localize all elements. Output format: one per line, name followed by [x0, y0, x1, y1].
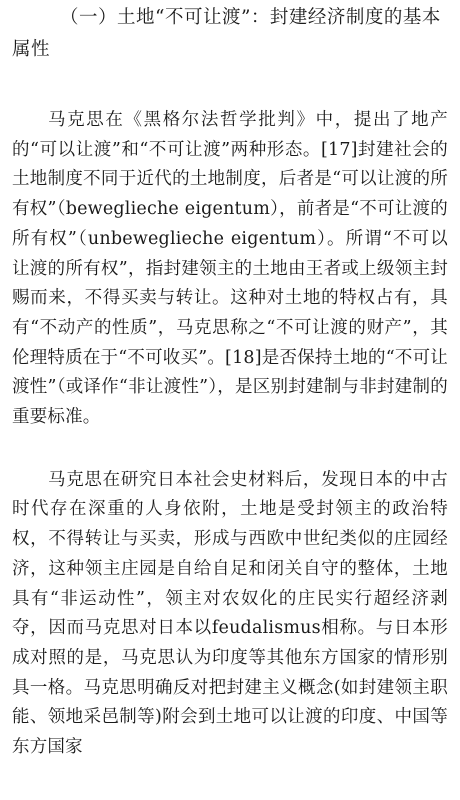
paragraph-marx-japan-feudalism: 马克思在研究日本社会史材料后，发现日本的中古时代存在深重的人身依附，土地是受封领主的政治特权，不得转让与买卖，形成与西欧中世纪类似的庄园经济，这种领主庄园是自给自足和闭关自守的整体，土地具有“非运动性”，领主对农奴化的庄民实行超经济剥夺，因而马克思对日本以feudalismus相称。与日本形成对照的是，马克思认为印度等其他东方国家的情形别具一格。马克思明确反对把封建主义概念(如封建领主职能、领地采邑制等)附会到土地可以让渡的印度、中国等东方国家 — [12, 469, 448, 758]
paragraph-marx-land-alienability: 马克思在《黑格尔法哲学批判》中，提出了地产的“可以让渡”和“不可让渡”两种形态。[17]封建社会的土地制度不同于近代的土地制度，后者是“可以让渡的所有权”（beweglieche eigentum），前者是“不可让渡的所有权”（unbeweglieche eigentum）。所谓“不可以让渡的所有权”，指封建领主的土地由王者或上级领主封赐而来，不得买卖与转让。这种对土地的特权占有，具有“不动产的性质”，马克思称之“不可让渡的财产”，其伦理特质在于“不可收买”。[18]是否保持土地的“不可让渡性”（或译作“非让渡性”），是区别封建制与非封建制的重要标准。 — [12, 110, 448, 428]
section-heading: （一）土地“不可让渡”：封建经济制度的基本属性 — [12, 7, 441, 60]
